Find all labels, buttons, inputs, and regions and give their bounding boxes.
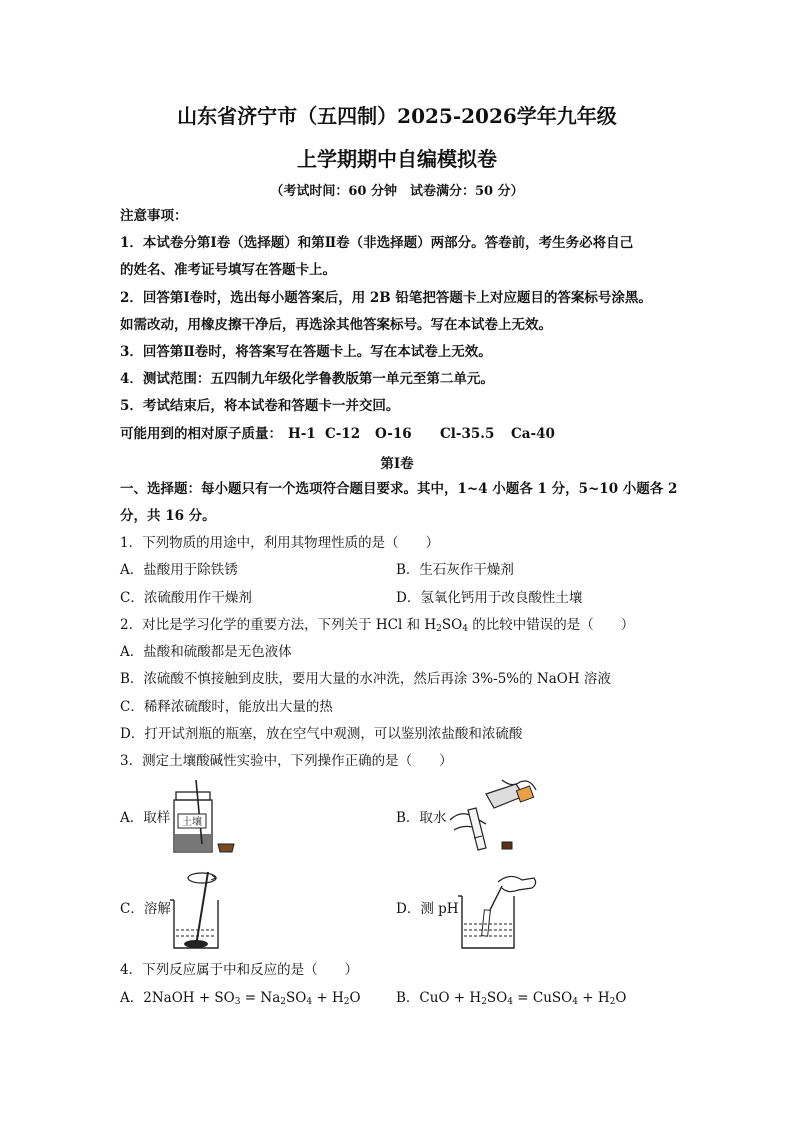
- q4-stem: 4．下列反应属于中和反应的是（ ）: [120, 962, 359, 978]
- atomic-mass-c: C-12: [325, 426, 361, 442]
- atomic-mass-o: O-16: [375, 426, 412, 442]
- water-taking-figure: [446, 780, 541, 855]
- q1-option-a: A．盐酸用于除铁锈: [120, 562, 238, 578]
- dissolving-figure: [166, 866, 226, 952]
- volume-heading: 第Ⅰ卷: [380, 456, 414, 472]
- exam-info: （考试时间：60 分钟 试卷满分：50 分）: [270, 184, 524, 199]
- q1-stem: 1．下列物质的用途中，利用其物理性质的是（ ）: [120, 535, 440, 551]
- q2-option-b: B．浓硫酸不慎接触到皮肤，要用大量的水冲洗，然后再涂 3%-5%的 NaOH 溶液: [120, 671, 611, 687]
- jar-label: 土壤: [182, 817, 202, 828]
- notes-heading: 注意事项：: [120, 208, 188, 224]
- q1-option-c: C．浓硫酸用作干燥剂: [120, 590, 252, 606]
- q3-option-c: C．溶解: [120, 901, 171, 917]
- atomic-mass-ca: Ca-40: [511, 426, 555, 442]
- q2-option-c: C．稀释浓硫酸时，能放出大量的热: [120, 699, 333, 715]
- q2-stem: 2．对比是学习化学的重要方法，下列关于 HCl 和 $H_2SO_4$ 的比较中错误的是（ ）: [120, 617, 635, 634]
- section1-instructions-line2: 分，共 16 分。: [120, 508, 216, 524]
- exam-title-line1: 山东省济宁市（五四制）2025-2026学年九年级: [177, 104, 617, 128]
- soil-sampling-figure: [168, 778, 248, 858]
- q1-option-b: B．生石灰作干燥剂: [396, 562, 514, 578]
- note-line-3: 2．回答第Ⅰ卷时，选出每小题答案后，用 2B 铅笔把答题卡上对应题目的答案标号涂黑。: [120, 290, 652, 306]
- q4-option-b: B．CuO + $H_2SO_4$ = CuSO$_4$ + $H_2O$: [396, 990, 627, 1007]
- q1-option-d: D．氢氧化钙用于改良酸性土壤: [396, 590, 583, 606]
- section1-instructions-line1: 一、选择题：每小题只有一个选项符合题目要求。其中，1~4 小题各 1 分，5~10 小题各 2: [120, 481, 678, 497]
- note-line-4: 如需改动，用橡皮擦干净后，再选涂其他答案标号。写在本试卷上无效。: [120, 317, 552, 333]
- note-line-5: 3．回答第Ⅱ卷时，将答案写在答题卡上。写在本试卷上无效。: [120, 344, 492, 360]
- exam-title-line2: 上学期期中自编模拟卷: [297, 147, 497, 171]
- note-line-6: 4．测试范围：五四制九年级化学鲁教版第一单元至第二单元。: [120, 371, 494, 387]
- note-line-7: 5．考试结束后，将本试卷和答题卡一并交回。: [120, 398, 400, 414]
- q3-option-a: A．取样: [120, 810, 171, 826]
- q4-option-a: A．2NaOH + $SO_3 = Na_2SO_4 + H_2O$: [120, 990, 361, 1007]
- q3-option-b: B．取水: [396, 810, 447, 826]
- note-line-2: 的姓名、准考证号填写在答题卡上。: [120, 262, 336, 278]
- q3-stem: 3．测定土壤酸碱性实验中，下列操作正确的是（ ）: [120, 753, 453, 769]
- q2-option-a: A．盐酸和硫酸都是无色液体: [120, 644, 292, 660]
- atomic-masses-label: 可能用到的相对原子质量：: [120, 426, 282, 442]
- atomic-mass-cl: Cl-35.5: [440, 426, 495, 442]
- ph-testing-figure: [458, 866, 538, 952]
- q3-option-d: D．测 pH: [396, 901, 459, 917]
- q2-option-d: D．打开试剂瓶的瓶塞，放在空气中观测，可以鉴别浓盐酸和浓硫酸: [120, 726, 523, 742]
- atomic-mass-h: H-1: [288, 426, 316, 442]
- note-line-1: 1．本试卷分第Ⅰ卷（选择题）和第Ⅱ卷（非选择题）两部分。答卷前，考生务必将自己: [120, 235, 634, 251]
